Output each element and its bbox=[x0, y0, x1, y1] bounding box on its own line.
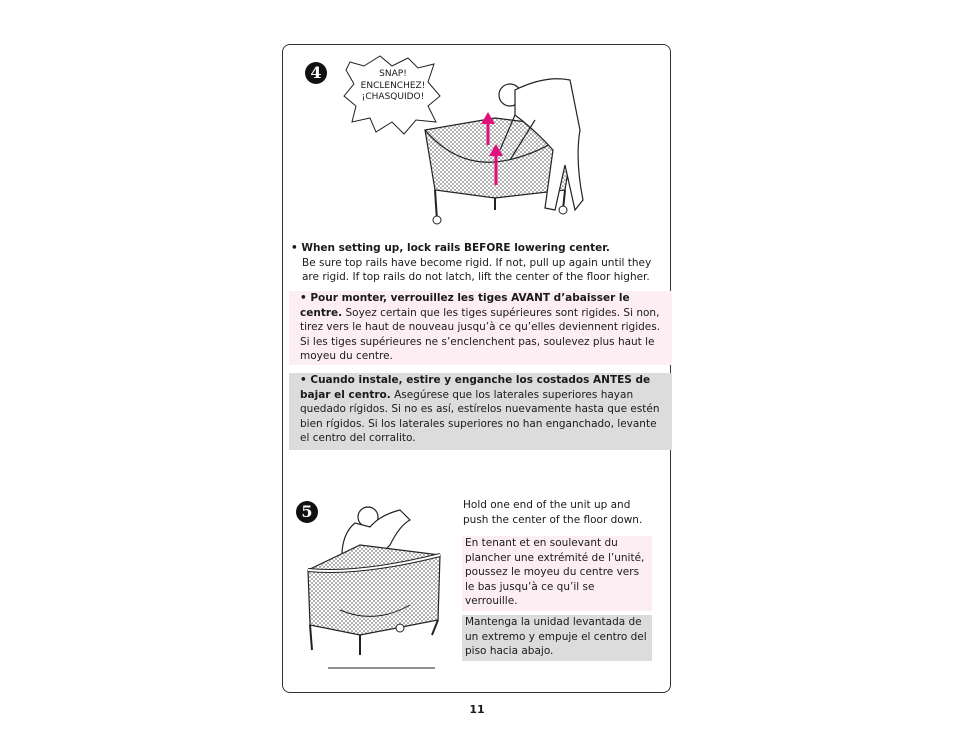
step-5-badge: 5 bbox=[296, 501, 318, 523]
callout-line-es: ¡CHASQUIDO! bbox=[361, 92, 425, 102]
step-4-fr-rest: Soyez certain que les tiges supérieures sont rigides. Si non, tirez vers le haut de nouveau jusqu’à ce qu’elles deviennent rigides. Si les tiges supérieures ne s’enclenchent pas, soulevez plus haut le moyeu du centre. bbox=[300, 306, 661, 363]
step-5-en-text: Hold one end of the unit up and push the center of the floor down. bbox=[463, 499, 643, 526]
step-4-es-bold: • Cuando instale, estire y enganche los costados ANTES de bajar el centro. bbox=[300, 374, 651, 401]
step-4-fr-box bbox=[289, 291, 672, 365]
step-5-es-box: Mantenga la unidad levantada de un extremo y empuje el centro del piso hacia abajo. bbox=[462, 615, 652, 661]
pull-up-arrows bbox=[478, 110, 508, 190]
callout-line-en: SNAP! bbox=[379, 69, 407, 79]
step-4-es-rest: Asegúrese que los laterales superiores hayan quedado rígidos. Si no es así, estírelos nuevamente hasta que estén bien rígidos. Si los laterales superiores no han enganchado, levante el centro del corralito. bbox=[300, 388, 660, 445]
step-4-fr-bold: • Pour monter, verrouillez les tiges AVANT d’abaisser le centre. bbox=[300, 292, 630, 319]
step-5-fr-box: En tenant et en soulevant du plancher une extrémité de l’unité, poussez le moyeu du centre vers le bas jusqu’à ce qu’il se verrouille. bbox=[462, 536, 652, 611]
step-4-badge: 4 bbox=[305, 62, 327, 84]
step-4-en-line1: Be sure top rails have become rigid. If not, pull up again until they bbox=[302, 256, 652, 269]
step-4-en-bold: • When setting up, lock rails BEFORE lowering center. bbox=[291, 242, 610, 254]
step-5-illustration bbox=[300, 495, 450, 670]
step-4-en-text bbox=[291, 241, 671, 285]
callout-line-fr: ENCLENCHEZ! bbox=[360, 80, 426, 91]
step-4-es-box bbox=[289, 373, 672, 450]
page-number: 11 bbox=[469, 703, 485, 716]
step-4-en-line2: are rigid. If top rails do not latch, lift the center of the floor higher. bbox=[302, 271, 650, 284]
